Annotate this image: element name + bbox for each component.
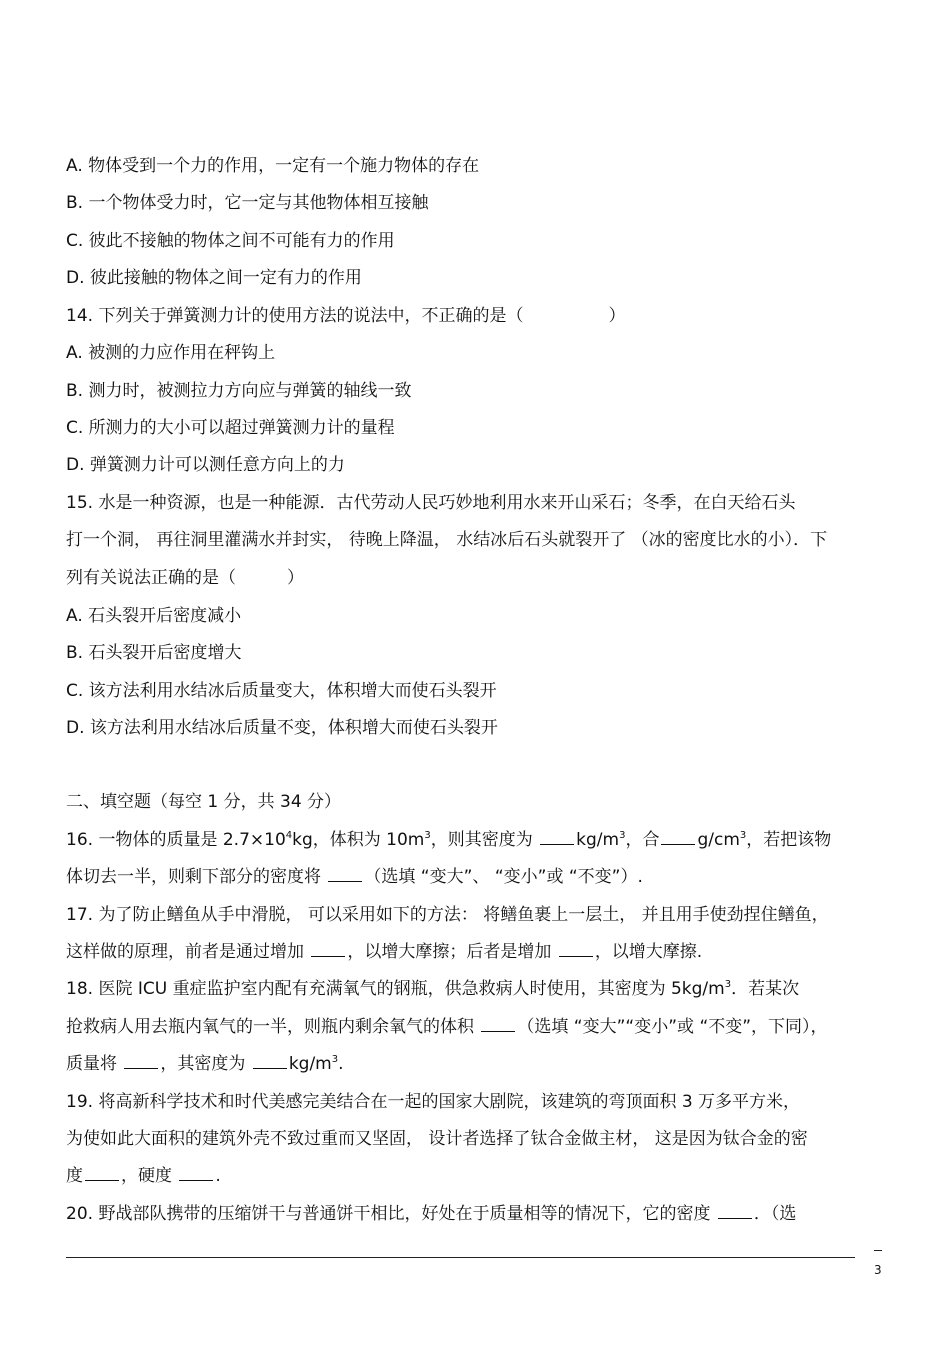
q18-exponent: 3 <box>724 979 732 990</box>
q19-text: 度 <box>66 1166 83 1186</box>
q19-blank-2[interactable] <box>179 1164 213 1181</box>
q14-option-a: A. 被测的力应作用在秤钩上 <box>66 343 276 363</box>
q16-text: （选填 “变大”、 “变小”或 “不变”）. <box>364 867 643 887</box>
q17-blank-1[interactable] <box>311 940 345 957</box>
q17-blank-2[interactable] <box>559 940 593 957</box>
page-number: 3 <box>874 1263 882 1277</box>
q14-option-c: C. 所测力的大小可以超过弹簧测力计的量程 <box>66 418 395 438</box>
q16-blank-2[interactable] <box>661 828 695 845</box>
q14-option-d: D. 弹簧测力计可以测任意方向上的力 <box>66 455 345 475</box>
q19-line1: 19. 将高新科学技术和时代美感完美结合在一起的国家大剧院，该建筑的弯顶面积 3 万多平方米， <box>66 1092 801 1112</box>
q18-line2 <box>66 1015 828 1039</box>
q16-blank-3[interactable] <box>328 865 362 882</box>
q16-line1 <box>66 828 831 852</box>
q13-option-a: A. 物体受到一个力的作用，一定有一个施力物体的存在 <box>66 156 480 176</box>
q15-option-c: C. 该方法利用水结冰后质量变大，体积增大而使石头裂开 <box>66 681 497 701</box>
q17-text: ，以增大摩擦；后者是增加 <box>347 942 557 962</box>
q16-exponent: 3 <box>619 830 626 841</box>
q16-text: 16. 一物体的质量是 2.7×10 <box>66 830 286 850</box>
q18-text: ．若某次 <box>731 979 800 999</box>
q17-line2 <box>66 940 702 964</box>
q18-text: ，其密度为 <box>160 1054 251 1074</box>
q15-stem-line1: 15. 水是一种资源，也是一种能源．古代劳动人民巧妙地利用水来开山采石；冬季，在白天给石头 <box>66 493 796 513</box>
q16-text: ，则其密度为 <box>430 830 539 850</box>
q13-option-c: C. 彼此不接触的物体之间不可能有力的作用 <box>66 231 395 251</box>
q15-stem-line2: 打一个洞， 再往洞里灌满水并封实， 待晚上降温， 水结冰后石头就裂开了 （冰的密度比水的小）．下 <box>66 530 828 550</box>
q19-text: ，硬度 <box>121 1166 178 1186</box>
q18-text: 质量将 <box>66 1054 123 1074</box>
q19-text: . <box>215 1166 221 1186</box>
q18-text: 抢救病人用去瓶内氧气的一半，则瓶内剩余氧气的体积 <box>66 1017 480 1037</box>
q15-option-d: D. 该方法利用水结冰后质量不变，体积增大而使石头裂开 <box>66 718 498 738</box>
q17-text: ，以增大摩擦. <box>594 942 703 962</box>
q20-text: ．（选 <box>753 1204 797 1224</box>
q16-blank-1[interactable] <box>540 828 574 845</box>
footer-rule <box>66 1257 855 1258</box>
q18-blank-2[interactable] <box>124 1052 158 1069</box>
q19-blank-1[interactable] <box>85 1164 119 1181</box>
section-heading: 二、填空题（每空 1 分，共 34 分） <box>66 792 342 812</box>
q18-blank-1[interactable] <box>481 1015 515 1032</box>
q16-exponent: 4 <box>285 830 293 841</box>
q13-option-d: D. 彼此接触的物体之间一定有力的作用 <box>66 268 362 288</box>
q16-text: g/cm <box>697 830 740 850</box>
q16-text: 体切去一半，则剩下部分的密度将 <box>66 867 327 887</box>
q14-stem: 14. 下列关于弹簧测力计的使用方法的说法中，不正确的是（ ） <box>66 306 626 326</box>
q18-line3 <box>66 1052 344 1076</box>
q15-stem-line3: 列有关说法正确的是（ ） <box>66 568 304 588</box>
q18-line1 <box>66 977 799 1001</box>
q17-text: 这样做的原理，前者是通过增加 <box>66 942 310 962</box>
footer-dash <box>874 1250 882 1251</box>
q19-line2: 为使如此大面积的建筑外壳不致过重而又坚固， 设计者选择了钛合金做主材， 这是因为钛合金的密 <box>66 1129 808 1149</box>
q18-text: （选填 “变大”“变小”或 “不变”，下同）， <box>517 1017 828 1037</box>
q14-option-b: B. 测力时，被测拉力方向应与弹簧的轴线一致 <box>66 381 412 401</box>
q18-text: . <box>338 1054 344 1074</box>
q16-text: kg，体积为 10m <box>292 830 425 850</box>
q16-exponent: 3 <box>424 830 431 841</box>
q20-blank-1[interactable] <box>718 1202 752 1219</box>
q16-exponent: 3 <box>739 830 747 841</box>
q18-blank-3[interactable] <box>253 1052 287 1069</box>
q20-line1 <box>66 1202 796 1226</box>
q15-option-b: B. 石头裂开后密度增大 <box>66 643 242 663</box>
q16-text: ，合 <box>625 830 660 850</box>
q17-line1: 17. 为了防止鳝鱼从手中滑脱， 可以采用如下的方法： 将鳝鱼裹上一层土， 并且用手使劲捏住鳝鱼， <box>66 905 829 925</box>
q19-line3 <box>66 1164 221 1188</box>
q16-text: ，若把该物 <box>746 830 832 850</box>
q18-exponent: 3 <box>331 1054 339 1065</box>
q15-option-a: A. 石头裂开后密度减小 <box>66 606 242 626</box>
q18-text: kg/m <box>288 1054 332 1074</box>
q16-line2 <box>66 865 643 889</box>
q13-option-b: B. 一个物体受力时，它一定与其他物体相互接触 <box>66 193 429 213</box>
q20-text: 20. 野战部队携带的压缩饼干与普通饼干相比，好处在于质量相等的情况下，它的密度 <box>66 1204 716 1224</box>
q16-text: kg/m <box>576 830 620 850</box>
q18-text: 18. 医院 ICU 重症监护室内配有充满氧气的钢瓶，供急救病人时使用，其密度为 5kg/m <box>66 979 725 999</box>
